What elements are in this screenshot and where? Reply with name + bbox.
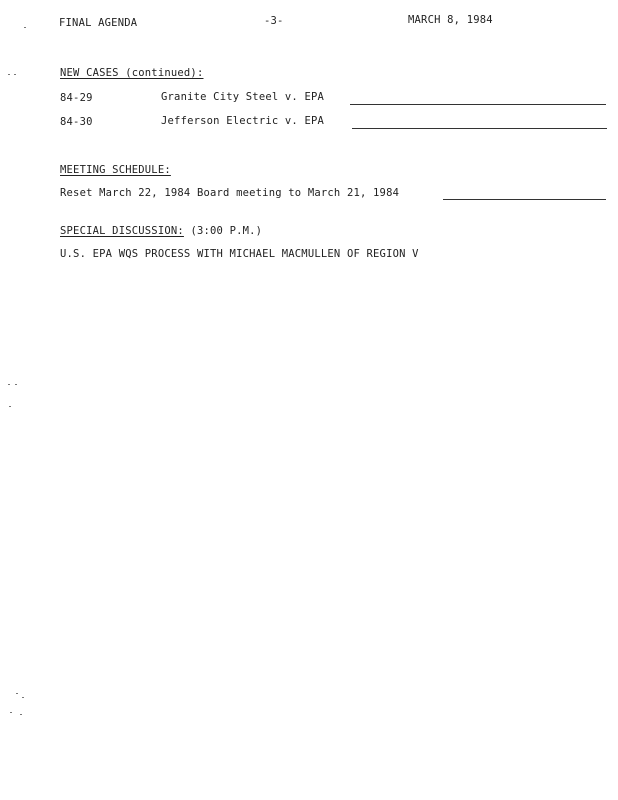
new-cases-heading: NEW CASES (continued): xyxy=(60,67,204,79)
scan-speck xyxy=(9,406,11,407)
header-title: FINAL AGENDA xyxy=(59,17,138,29)
scan-speck xyxy=(24,27,26,28)
case-number: 84-30 xyxy=(60,116,93,128)
signature-line xyxy=(350,104,606,105)
scan-speck xyxy=(16,693,18,694)
scan-speck xyxy=(20,714,22,715)
page-number: -3- xyxy=(264,15,284,27)
special-discussion-time: (3:00 P.M.) xyxy=(190,225,263,237)
case-title: Granite City Steel v. EPA xyxy=(161,91,325,103)
meeting-schedule-text: Reset March 22, 1984 Board meeting to March 21, 1984 xyxy=(60,187,400,199)
meeting-schedule-heading: MEETING SCHEDULE: xyxy=(60,164,171,176)
special-discussion-heading: SPECIAL DISCUSSION: xyxy=(60,225,184,237)
scan-speck xyxy=(10,712,12,713)
signature-line xyxy=(443,199,606,200)
scan-speck xyxy=(22,697,24,698)
signature-line xyxy=(352,128,607,129)
scan-speck xyxy=(14,74,16,75)
special-discussion-line xyxy=(60,225,262,237)
case-title: Jefferson Electric v. EPA xyxy=(161,115,325,127)
scan-speck xyxy=(8,384,10,385)
scan-speck xyxy=(8,74,10,75)
header-date: MARCH 8, 1984 xyxy=(408,14,493,26)
case-number: 84-29 xyxy=(60,92,93,104)
special-discussion-text: U.S. EPA WQS PROCESS WITH MICHAEL MACMULLEN OF REGION V xyxy=(60,248,419,260)
scan-speck xyxy=(15,384,17,385)
